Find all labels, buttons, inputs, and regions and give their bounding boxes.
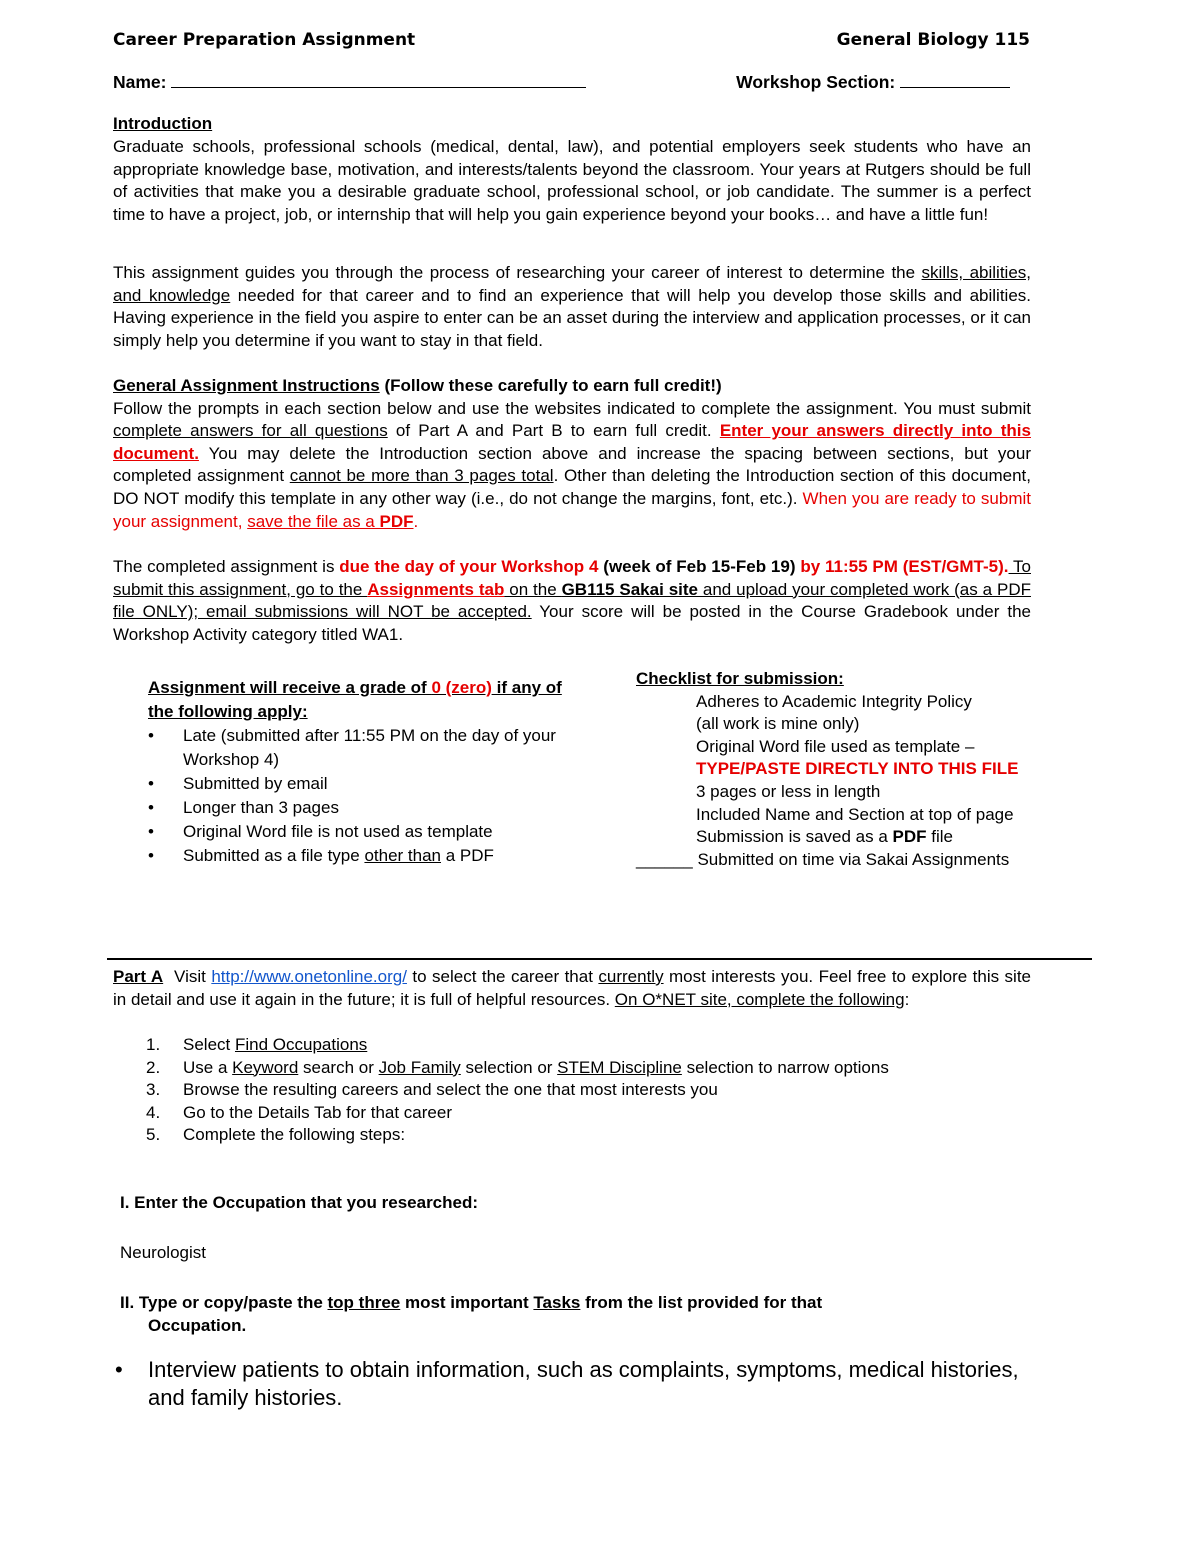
- list-item: [113, 1079, 1031, 1102]
- step-keyword: Keyword: [232, 1057, 299, 1077]
- general-heading-note: (Follow these carefully to earn full credit!): [379, 376, 722, 395]
- part-a-steps: [113, 1034, 1031, 1147]
- checklist-pdf-a: Submission is saved as a: [696, 827, 893, 847]
- list-item: [113, 1057, 1031, 1080]
- general-s3: You may delete the Introduction section above and increase the spacing between sections, but your completed assignment: [113, 443, 1031, 486]
- intro-p2-skills: skills, abilities, and knowledge: [113, 263, 1031, 305]
- step-find-occupations: Find Occupations: [234, 1035, 368, 1054]
- part-a-paragraph: [113, 966, 1031, 1011]
- q2-a: II. Type or copy/paste the: [120, 1293, 328, 1312]
- list-item: [148, 844, 588, 868]
- intro-paragraph-1: Graduate schools, professional schools (medical, dental, law), and potential employers seek students who have an appropriate knowledge base, motivation, and interests/talents beyond the classroom. Your years at Rutgers should be full of activities that make you a desirable graduate school, professional school, or job candidate. The summer is a perfect time to have a project, job, or internship that will help you gain experience beyond your books… and have a little fun!: [113, 137, 1031, 224]
- step-number: 2.: [146, 1057, 161, 1077]
- zero-last-u: other than: [364, 846, 441, 865]
- general-s2: of Part A and Part B to earn full credit.: [387, 421, 720, 441]
- step-text: search or: [298, 1057, 379, 1077]
- part-a-complete-following: On O*NET site, complete the following: [614, 989, 905, 1009]
- checklist-heading: Checklist for submission:: [636, 669, 844, 688]
- zero-heading-b: if any of the following apply:: [148, 678, 562, 721]
- question-2-label: [120, 1292, 1020, 1315]
- step-text: selection or: [460, 1057, 558, 1077]
- zero-grade-box: [148, 676, 588, 868]
- assignments-tab-link[interactable]: Assignments tab: [367, 579, 505, 599]
- onet-link[interactable]: http://www.onetonline.org/: [211, 967, 407, 986]
- checklist-item-template[interactable]: Original Word file used as template –: [696, 736, 975, 756]
- general-s1: Follow the prompts in each section below and use the websites indicated to complete the assignment. You must submit: [113, 398, 1031, 418]
- checklist-item-on-time[interactable]: [636, 849, 1086, 872]
- checklist-type-paste-note: TYPE/PASTE DIRECTLY INTO THIS FILE: [696, 759, 1019, 779]
- q2-tasks: Tasks: [533, 1293, 581, 1312]
- step-number: 1.: [146, 1035, 161, 1054]
- workshop-section-field[interactable]: [900, 73, 1010, 88]
- checklist-item-integrity[interactable]: Adheres to Academic Integrity Policy: [696, 691, 972, 711]
- step-number: 4.: [146, 1102, 161, 1122]
- general-instructions: [113, 375, 1031, 533]
- header-title-left: Career Preparation Assignment: [113, 30, 416, 50]
- zero-grade-heading: [148, 676, 588, 724]
- general-page-limit: cannot be more than 3 pages total: [289, 466, 554, 486]
- general-pdf-note: When you are ready to submit your assignment,: [113, 488, 1031, 531]
- general-pdf-word: PDF: [379, 511, 414, 531]
- list-item: • Longer than 3 pages: [148, 796, 588, 820]
- question-1-label: I. Enter the Occupation that you researched:: [120, 1193, 479, 1212]
- zero-heading-zero: 0 (zero): [431, 678, 492, 697]
- q2-top-three: top three: [327, 1293, 401, 1312]
- part-a-visit: Visit: [163, 967, 212, 986]
- step-text: Complete the following steps:: [183, 1125, 406, 1145]
- list-item: [113, 1102, 1031, 1125]
- list-item: • Original Word file is not used as template: [148, 820, 588, 844]
- zero-heading-a: Assignment will receive a grade of: [148, 678, 432, 697]
- general-period: .: [413, 511, 419, 531]
- due-on-the: on the: [504, 579, 562, 599]
- checklist-pdf-c: file: [926, 827, 954, 847]
- question-2-answer[interactable]: [115, 1356, 1028, 1412]
- due-workshop: due the day of your Workshop 4: [339, 557, 599, 576]
- name-label: Name:: [113, 72, 167, 92]
- general-enter-answers: Enter your answers directly into this document.: [113, 421, 1031, 463]
- section-divider: [107, 958, 1092, 960]
- question-1-answer[interactable]: Neurologist: [120, 1243, 206, 1262]
- step-text: Select: [183, 1035, 235, 1054]
- part-a-label: Part A: [113, 967, 164, 986]
- due-d1: The completed assignment is: [113, 557, 340, 576]
- step-stem-discipline: STEM Discipline: [557, 1057, 682, 1077]
- step-text: selection to narrow options: [681, 1057, 889, 1077]
- list-item: • Late (submitted after 11:55 PM on the day of your Workshop 4): [148, 724, 588, 772]
- due-submit: To submit this assignment, go to the: [113, 557, 1031, 599]
- checklist-item-pdf[interactable]: [696, 826, 1086, 849]
- sakai-site-link[interactable]: GB115 Sakai site: [561, 579, 698, 599]
- intro-p2-text-b: needed for that career and to find an experience that will help you develop those skills and abilities. Having experience in the field you aspire to enter can be an asset during the interview and application processes, or it can simply help you determine if you want to stay in that field.: [113, 285, 1031, 350]
- workshop-section-label: Workshop Section:: [736, 72, 896, 92]
- due-gradebook: Your score will be posted in the Course Gradebook under the Workshop Activity category titled WA1.: [113, 602, 1031, 644]
- step-text: Go to the Details Tab for that career: [183, 1102, 452, 1122]
- part-a-colon: :: [904, 989, 910, 1009]
- question-2-label-line2: Occupation.: [148, 1316, 247, 1335]
- intro-p2-text-a: This assignment guides you through the process of researching your career of interest to determine the: [113, 263, 922, 282]
- list-item: [113, 1124, 1031, 1147]
- general-s4: . Other than deleting the Introduction section of this document, DO NOT modify this template in any other way (i.e., do not change the margins, font, etc.).: [113, 466, 1031, 508]
- checklist-blank: ______: [636, 849, 693, 869]
- step-job-family: Job Family: [378, 1057, 461, 1077]
- zero-last-b: a PDF: [441, 846, 494, 865]
- due-date-paragraph: [113, 556, 1031, 646]
- checklist-item-integrity-note: (all work is mine only): [696, 714, 860, 734]
- due-week: (week of Feb 15-Feb 19): [598, 557, 801, 576]
- intro-paragraph-2: [113, 262, 1031, 352]
- checklist-pdf-b: PDF: [892, 827, 927, 847]
- intro-heading: Introduction: [113, 114, 213, 133]
- bullet-icon: •: [115, 1357, 123, 1382]
- part-a-t1: to select the career that: [406, 967, 599, 986]
- checklist-on-time-text: Submitted on time via Sakai Assignments: [692, 849, 1010, 869]
- step-text: Use a: [183, 1057, 233, 1077]
- due-upload: and upload your completed work (as a PDF file ONLY); email submissions will NOT be accepted.: [113, 579, 1031, 622]
- general-s1-u: complete answers for all questions: [113, 421, 388, 441]
- checklist-item-name-section[interactable]: Included Name and Section at top of page: [696, 804, 1014, 824]
- general-heading: General Assignment Instructions: [113, 376, 380, 395]
- q2-c: from the list provided for that: [580, 1293, 823, 1312]
- header-title-right: General Biology 115: [836, 30, 1030, 50]
- list-item: • Submitted by email: [148, 772, 588, 796]
- step-number: 5.: [146, 1125, 161, 1145]
- general-save-file: save the file as a: [247, 511, 380, 531]
- zero-grade-list: [148, 724, 588, 868]
- zero-last-a: Submitted as a file type: [183, 846, 365, 865]
- list-item: [113, 1034, 1031, 1057]
- step-number: 3.: [146, 1080, 161, 1100]
- part-a-t2: most interests you. Feel free to explore this site in detail and use it again in the future; it is full of helpful resources.: [113, 967, 1032, 1009]
- step-text: Browse the resulting careers and select the one that most interests you: [183, 1080, 718, 1100]
- question-2-answer-text: Interview patients to obtain information, such as complaints, symptoms, medical histories, and family histories.: [148, 1357, 1019, 1410]
- q2-b: most important: [400, 1293, 534, 1312]
- checklist-box: [636, 668, 1086, 871]
- due-time: by 11:55 PM (EST/GMT-5).: [800, 557, 1009, 576]
- checklist-item-length[interactable]: 3 pages or less in length: [696, 781, 881, 801]
- name-field[interactable]: [171, 73, 586, 88]
- name-row: [113, 72, 1031, 93]
- part-a-currently: currently: [598, 967, 664, 986]
